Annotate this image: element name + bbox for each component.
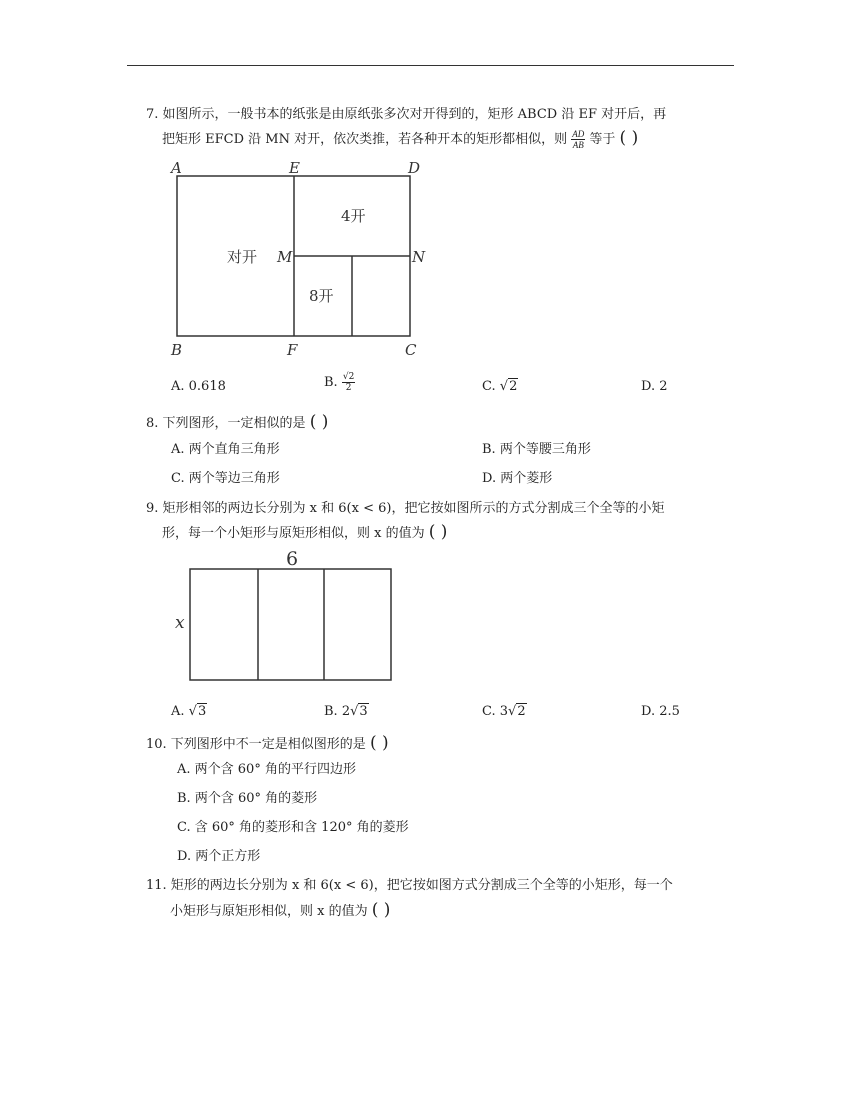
q7-option-d: D. 2 [641, 379, 668, 394]
header-rule [127, 65, 734, 66]
q7-label-d: D [408, 159, 421, 177]
q7-label-b: B [171, 341, 183, 359]
q9-stem-line2 [162, 522, 447, 542]
q11-stem-line2-text: 小矩形与原矩形相似，则 x 的值为 [170, 904, 368, 919]
q8-option-b: B. 两个等腰三角形 [482, 442, 591, 457]
q9-option-b [324, 704, 369, 719]
q9-answer-paren: ( ) [428, 522, 448, 542]
q7-option-c-radicand: 2 [509, 379, 518, 394]
q9-rect-outer [190, 569, 391, 680]
q9-option-c-sqrt: √2 [508, 704, 526, 719]
q7-option-a: A. 0.618 [171, 379, 226, 394]
q8-answer-paren: ( ) [309, 412, 329, 432]
q9-option-c-prefix: C. 3 [482, 704, 509, 719]
q7-stem-line1: 7. 如图所示，一般书本的纸张是由原纸张多次对开得到的，矩形 ABCD 沿 EF 对开后，再 [146, 107, 667, 122]
q7-stem-line2-text: 把矩形 EFCD 沿 MN 对开，依次类推，若各种开本的矩形都相似，则 [162, 132, 568, 147]
q10-option-a: A. 两个含 60° 角的平行四边形 [177, 762, 356, 777]
q7-option-b-fraction [342, 372, 355, 393]
q10-answer-paren: ( ) [369, 733, 389, 753]
q7-label-e: E [289, 159, 300, 177]
q7-region-duikai: 对开 [227, 248, 258, 266]
q9-option-a-prefix: A. [171, 704, 185, 719]
q9-option-c [482, 704, 527, 719]
q7-option-c-sqrt: √2 [499, 379, 518, 394]
q7-stem-line2-tail: 等于 [589, 132, 616, 147]
q7-option-b-denominator: 2 [345, 383, 352, 393]
q9-option-d: D. 2.5 [641, 704, 680, 719]
q10-option-b: B. 两个含 60° 角的菱形 [177, 791, 318, 806]
q9-option-a-radicand: 3 [197, 704, 207, 719]
q10-option-c: C. 含 60° 角的菱形和含 120° 角的菱形 [177, 820, 409, 835]
q9-stem-line2-text: 形，每一个小矩形与原矩形相似，则 x 的值为 [162, 526, 425, 541]
q7-paper-folding-figure [165, 155, 430, 360]
q9-option-a [171, 704, 207, 719]
q8-option-a: A. 两个直角三角形 [171, 442, 280, 457]
q7-option-b-numerator: √2 [342, 372, 355, 382]
q7-answer-paren: ( ) [619, 128, 639, 148]
q7-label-m: M [277, 248, 293, 266]
q9-rectangle-split-figure [170, 545, 400, 685]
q7-label-f: F [287, 341, 298, 359]
q9-label-side: x [175, 613, 185, 633]
q11-stem-line2 [170, 900, 390, 920]
q9-option-a-sqrt: √3 [188, 704, 207, 719]
q7-option-c-prefix: C. [482, 379, 496, 394]
q11-stem-line1: 11. 矩形的两边长分别为 x 和 6(x < 6)，把它按如图方式分割成三个全等的小矩形，每一个 [146, 878, 673, 893]
q8-option-c: C. 两个等边三角形 [171, 471, 280, 486]
q7-label-n: N [412, 248, 426, 266]
q7-option-b [324, 372, 355, 393]
q7-fraction-numerator: AD [572, 129, 585, 139]
q7-fraction [571, 129, 585, 150]
q10-option-d: D. 两个正方形 [177, 849, 261, 864]
q7-label-a: A [171, 159, 182, 177]
q11-answer-paren: ( ) [371, 900, 391, 920]
q9-stem-line1: 9. 矩形相邻的两边长分别为 x 和 6(x < 6)，把它按如图所示的方式分割成三个全等的小矩 [146, 501, 665, 516]
q7-region-4kai: 4开 [341, 207, 366, 225]
q9-option-b-sqrt: √3 [350, 704, 368, 719]
q8-option-d: D. 两个菱形 [482, 471, 553, 486]
q7-label-c: C [405, 341, 417, 359]
q8-stem-text: 8. 下列图形，一定相似的是 [146, 416, 306, 431]
q9-option-c-radicand: 2 [517, 704, 526, 719]
q7-fraction-denominator: AB [572, 140, 584, 150]
q9-label-top: 6 [286, 548, 299, 570]
q8-stem [146, 412, 328, 432]
q9-option-b-prefix: B. 2 [324, 704, 351, 719]
q7-stem-line2 [162, 128, 638, 150]
q9-option-b-radicand: 3 [359, 704, 368, 719]
q7-region-8kai: 8开 [309, 287, 334, 305]
q7-option-b-prefix: B. [324, 375, 338, 390]
q7-option-c [482, 379, 518, 394]
q10-stem-text: 10. 下列图形中不一定是相似图形的是 [146, 737, 366, 752]
q10-stem [146, 733, 389, 753]
